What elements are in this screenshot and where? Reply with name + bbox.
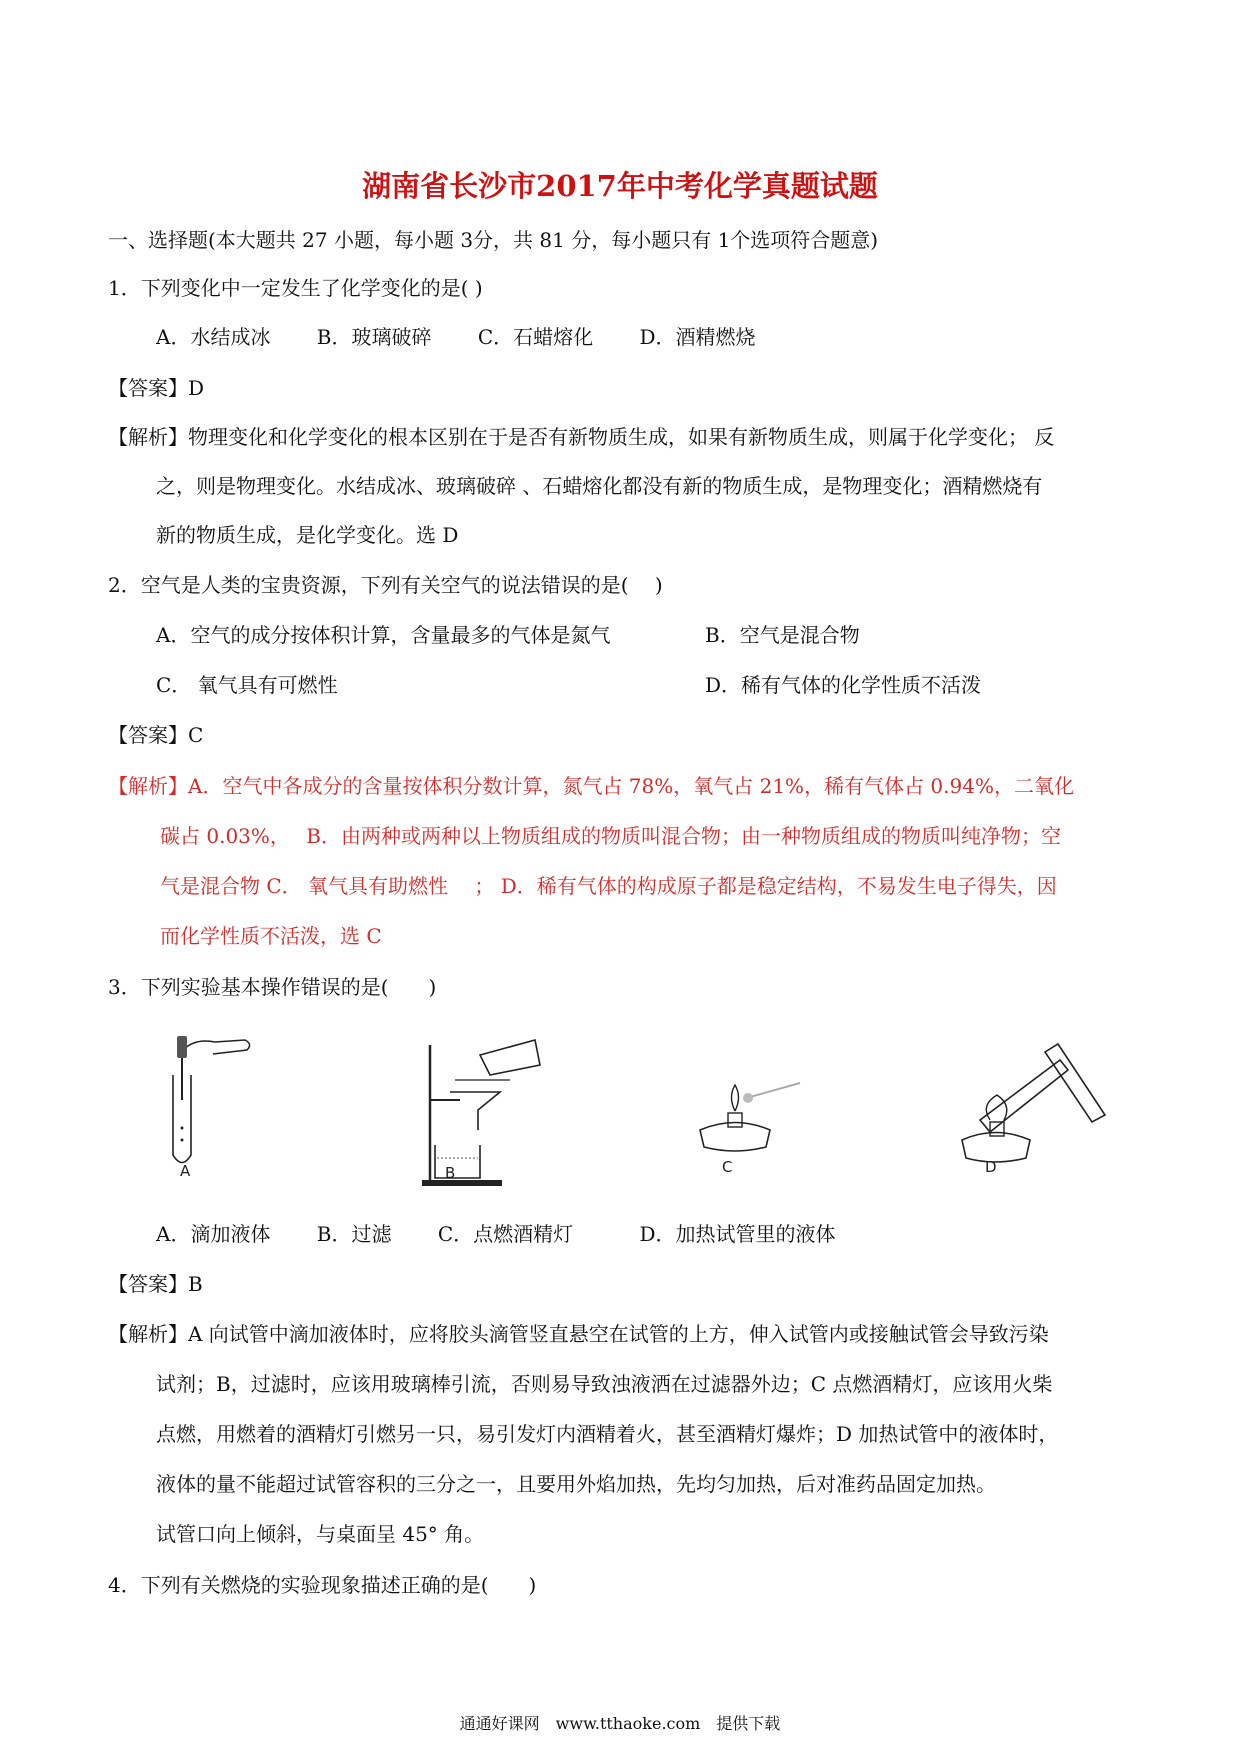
q2-analysis-line: 【解析】A．空气中各成分的含量按体积分数计算，氮气占 78%，氧气占 21%，稀有气体占 0.94%，二氧化 [108, 774, 1074, 798]
q3-analysis-line: 点燃，用燃着的酒精灯引燃另一只，易引发灯内酒精着火，甚至酒精灯爆炸；D 加热试管中的液体时， [156, 1422, 1059, 1446]
q4-stem: 4．下列有关燃烧的实验现象描述正确的是( ) [108, 1573, 537, 1597]
alcohol-lamp-figure [690, 1075, 820, 1175]
figure-label-b: B [445, 1164, 456, 1182]
q1-analysis-line: 新的物质生成，是化学变化。选 D [156, 523, 459, 547]
q1-stem: 1．下列变化中一定发生了化学变化的是( ) [108, 276, 483, 300]
section-header: 一、选择题(本大题共 27 小题，每小题 3分，共 81 分，每小题只有 1个选项符合题意) [108, 228, 879, 252]
q1-analysis-line: 之，则是物理变化。水结成冰、玻璃破碎 、石蜡熔化都没有新的物质生成，是物理变化；酒精燃烧有 [156, 474, 1043, 498]
q2-option-a: A．空气的成分按体积计算，含量最多的气体是氮气 [156, 623, 611, 647]
heating-test-tube-figure [950, 1040, 1120, 1170]
q2-answer: 【答案】C [108, 723, 204, 747]
figure-label-a: A [180, 1162, 191, 1180]
figure-label-c: C [722, 1158, 733, 1176]
q3-options: A．滴加液体 B．过滤 C．点燃酒精灯 D．加热试管里的液体 [156, 1222, 836, 1246]
page-footer: 通通好课网 www.tthaoke.com 提供下载 [459, 1714, 781, 1733]
q2-analysis-line: 碳占 0.03%， B．由两种或两种以上物质组成的物质叫混合物；由一种物质组成的物质叫纯净物；空 [160, 824, 1061, 848]
q3-answer: 【答案】B [108, 1272, 203, 1296]
q3-analysis-line: 试管口向上倾斜，与桌面呈 45° 角。 [156, 1522, 485, 1546]
q2-option-d: D．稀有气体的化学性质不活泼 [705, 673, 982, 697]
q2-analysis-line: 而化学性质不活泼，选 C [160, 924, 382, 948]
q2-option-c: C． 氧气具有可燃性 [156, 673, 338, 697]
q2-analysis-line: 气是混合物 C． 氧气具有助燃性 ； D．稀有气体的构成原子都是稳定结构，不易发生电子得失，因 [160, 874, 1057, 898]
q3-analysis-line: 液体的量不能超过试管容积的三分之一，且要用外焰加热，先均匀加热，后对准药品固定加热。 [156, 1472, 996, 1496]
q3-analysis-line: 【解析】A 向试管中滴加液体时，应将胶头滴管竖直悬空在试管的上方，伸入试管内或接触试管会导致污染 [108, 1322, 1049, 1346]
q3-stem: 3．下列实验基本操作错误的是( ) [108, 975, 437, 999]
figure-label-d: D [985, 1158, 997, 1176]
q1-answer: 【答案】D [108, 376, 205, 400]
page-title: 湖南省长沙市2017年中考化学真题试题 [362, 169, 878, 203]
q2-option-b: B．空气是混合物 [705, 623, 860, 647]
q1-analysis-line: 【解析】物理变化和化学变化的根本区别在于是否有新物质生成，如果有新物质生成，则属于化学变化； 反 [108, 425, 1055, 449]
q3-analysis-line: 试剂；B，过滤时，应该用玻璃棒引流，否则易导致浊液洒在过滤器外边；C 点燃酒精灯，应该用火柴 [156, 1372, 1053, 1396]
filtration-figure [410, 1030, 550, 1195]
q2-stem: 2．空气是人类的宝贵资源，下列有关空气的说法错误的是( ) [108, 573, 663, 597]
q1-options: A．水结成冰 B．玻璃破碎 C．石蜡熔化 D．酒精燃烧 [156, 325, 756, 349]
